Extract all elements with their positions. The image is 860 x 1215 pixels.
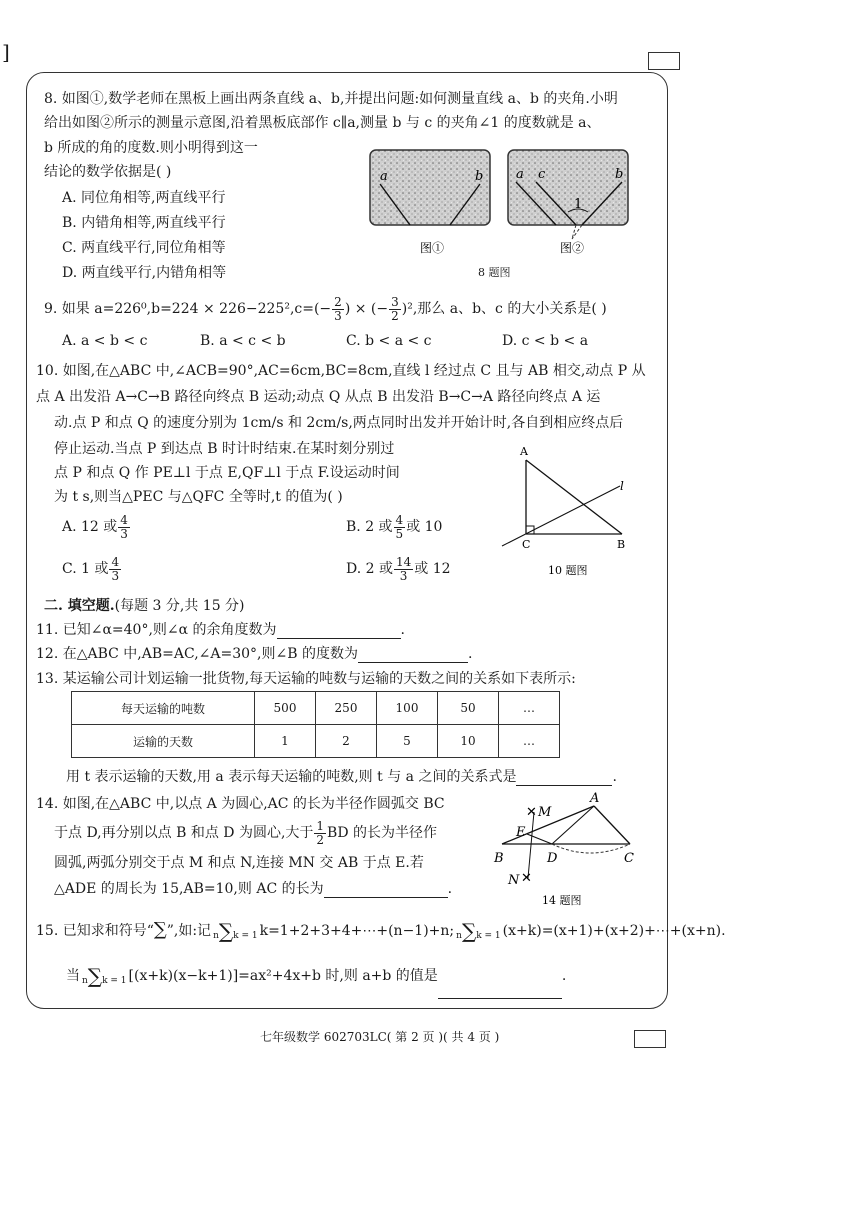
q10-line6: 为 t s,则当△PEC 与△QFC 全等时,t 的值为( ) xyxy=(54,489,343,505)
table-cell: … xyxy=(499,692,560,725)
q10-opt-b-den: 5 xyxy=(395,526,404,541)
segment-ad xyxy=(552,806,594,844)
q15-sum-3-sigma: ∑ xyxy=(87,964,103,988)
q10-opt-b-num: 4 xyxy=(395,512,404,527)
q11 xyxy=(36,619,405,639)
q13-blank xyxy=(516,769,612,786)
q8-figure-caption: 8 题图 xyxy=(478,266,511,279)
q10-opt-d-pre: D. 2 或 xyxy=(346,561,393,577)
q10-option-a xyxy=(62,510,131,544)
q10-opt-d-num: 14 xyxy=(395,554,412,569)
q8-option-d: D. 两直线平行,内错角相等 xyxy=(62,265,227,281)
q14-line4-text: △ADE 的周长为 15,AB=10,则 AC 的长为 xyxy=(54,881,324,897)
q11-blank xyxy=(277,622,401,639)
q15-pre: 15. 已知求和符号“ xyxy=(36,923,154,939)
q9-stem xyxy=(44,292,607,326)
q15-sum-1 xyxy=(213,921,258,941)
label-a-fig2: a xyxy=(516,167,524,182)
table-cell: 2 xyxy=(316,725,377,758)
table-row xyxy=(72,692,560,725)
q10-line5: 点 P 和点 Q 作 PE⊥l 于点 E,QF⊥l 于点 F.设运动时间 xyxy=(54,465,400,481)
q8-line4: 结论的数学依据是( ) xyxy=(44,164,172,180)
label-c-fig2: c xyxy=(538,167,546,182)
q14-line3: 圆弧,两弧分别交于点 M 和点 N,连接 MN 交 AB 于点 E.若 xyxy=(54,855,424,871)
q9-f1-num: 2 xyxy=(334,294,342,309)
q11-end: . xyxy=(400,622,405,638)
q15-sum-3-top: n xyxy=(82,976,88,986)
q10-opt-a-fraction xyxy=(118,514,130,541)
q14-line2-pre: 于点 D,再分别以点 B 和点 D 为圆心,大于 xyxy=(54,825,314,841)
page-footer: 七年级数学 602703LC( 第 2 页 )( 共 4 页 ) xyxy=(260,1030,500,1044)
label-C: C xyxy=(522,538,531,551)
label-b-fig2: b xyxy=(615,167,624,182)
q10-opt-d-fraction xyxy=(394,556,413,583)
q15-mid1: ”,如:记 xyxy=(166,923,212,939)
q9-f2-den: 2 xyxy=(391,308,399,323)
q9-option-b: B. a < c < b xyxy=(200,333,286,349)
q10-line2: 点 A 出发沿 A→C→B 路径向终点 B 运动;动点 Q 从点 B 出发沿 B→C→A 路径向终点 A 运 xyxy=(36,389,601,405)
blackboard-1 xyxy=(370,150,490,225)
q9-f2-num: 3 xyxy=(391,294,399,309)
table-cell: 250 xyxy=(316,692,377,725)
q9-f1-den: 3 xyxy=(334,308,342,323)
q12-text: 12. 在△ABC 中,AB=AC,∠A=30°,则∠B 的度数为 xyxy=(36,646,358,662)
q12 xyxy=(36,643,472,663)
section-2-note: (每题 3 分,共 15 分) xyxy=(114,598,245,614)
q9-option-d: D. c < b < a xyxy=(502,333,589,349)
q14-figure xyxy=(490,790,660,908)
blackboard-2 xyxy=(508,150,628,225)
q13-table xyxy=(71,691,560,758)
q10-opt-c-num: 4 xyxy=(111,554,120,569)
q14-half-fraction xyxy=(314,820,326,847)
label-N: N xyxy=(508,873,520,888)
q15-line2-pre: 当 xyxy=(66,968,80,984)
line-l xyxy=(502,486,620,546)
q10-line3: 动.点 P 和点 Q 的速度分别为 1cm/s 和 2cm/s,两点同时出发并开始计时,各自到相应终点后 xyxy=(54,415,624,431)
fig1-caption: 图① xyxy=(420,241,445,255)
q10-opt-b-fraction xyxy=(394,514,406,541)
q8-option-c: C. 两直线平行,同位角相等 xyxy=(62,240,226,256)
q15-sum-1-sigma: ∑ xyxy=(218,919,234,943)
segment-ab xyxy=(526,460,622,534)
q14-half-num: 1 xyxy=(316,818,325,833)
score-box-top xyxy=(648,52,680,70)
label-D: D xyxy=(547,851,558,866)
label-l: l xyxy=(620,479,624,493)
q15-sum-2 xyxy=(456,921,501,941)
q13-after xyxy=(66,766,617,786)
table-cell: 50 xyxy=(438,692,499,725)
q15-blank xyxy=(438,954,562,999)
q10-opt-b-post: 或 10 xyxy=(406,519,443,535)
q9-suffix: )²,那么 a、b、c 的大小关系是( ) xyxy=(401,301,607,317)
q15-expr2: (x+k)=(x+1)+(x+2)+⋯+(x+n). xyxy=(502,923,726,939)
q15-sum-2-bottom: k = 1 xyxy=(476,931,501,941)
ext-c-fig2 xyxy=(572,225,576,239)
q15-sum-3-bottom: k = 1 xyxy=(102,976,127,986)
label-C: C xyxy=(624,851,634,866)
q10-line4: 停止运动.当点 P 到达点 B 时计时结束.在某时刻分别过 xyxy=(54,441,395,457)
q14-line2-post: BD 的长为半径作 xyxy=(327,825,437,841)
q13-text: 13. 某运输公司计划运输一批货物,每天运输的吨数与运输的天数之间的关系如下表所示: xyxy=(36,671,576,687)
q10-figure-caption: 10 题图 xyxy=(548,564,588,577)
q12-blank xyxy=(358,646,468,663)
table-cell: 运输的天数 xyxy=(72,725,255,758)
q9-prefix: 9. 如果 a=226⁰,b=224 × 226−225²,c=(− xyxy=(44,301,332,317)
q15-end: . xyxy=(561,968,567,984)
table-cell: 每天运输的吨数 xyxy=(72,692,255,725)
q14-blank xyxy=(324,881,448,898)
q14-half-den: 2 xyxy=(316,832,325,847)
q13-after-text: 用 t 表示运输的天数,用 a 表示每天运输的吨数,则 t 与 a 之间的关系式是 xyxy=(66,769,517,785)
q10-opt-d-den: 3 xyxy=(399,568,408,583)
q9-fraction-2 xyxy=(389,296,401,323)
q15-sum-1-top: n xyxy=(213,931,219,941)
fig2-caption: 图② xyxy=(560,241,585,255)
q10-opt-c-den: 3 xyxy=(111,568,120,583)
label-b-fig1: b xyxy=(475,169,484,184)
q9-fraction-1 xyxy=(332,296,344,323)
q15-sum-2-top: n xyxy=(456,931,462,941)
table-cell: … xyxy=(499,725,560,758)
q10-opt-b-pre: B. 2 或 xyxy=(346,519,393,535)
q8-line3: b 所成的角的度数.则小明得到这一 xyxy=(44,140,258,156)
label-A: A xyxy=(520,445,528,458)
q10-opt-d-post: 或 12 xyxy=(414,561,451,577)
label-B: B xyxy=(617,538,626,551)
q9-option-a: A. a < b < c xyxy=(62,333,148,349)
q15-sum-3 xyxy=(82,966,127,986)
q10-opt-a-den: 3 xyxy=(120,526,128,541)
q15-expr3: [(x+k)(x−k+1)]=ax²+4x+b 时,则 a+b 的值是 xyxy=(128,968,438,984)
q9-mid: ) × (− xyxy=(344,301,389,317)
q10-opt-a-pre: A. 12 或 xyxy=(62,519,118,535)
q15-sum-2-sigma: ∑ xyxy=(461,919,477,943)
q8-option-a: A. 同位角相等,两直线平行 xyxy=(62,190,226,206)
table-cell: 1 xyxy=(255,725,316,758)
q11-text: 11. 已知∠α=40°,则∠α 的余角度数为 xyxy=(36,622,277,638)
q15-sum-1-bottom: k = 1 xyxy=(233,931,258,941)
table-cell: 100 xyxy=(377,692,438,725)
q10-figure xyxy=(492,442,652,580)
q13-end: . xyxy=(612,769,617,785)
label-A: A xyxy=(590,791,600,806)
q10-opt-c-fraction xyxy=(109,556,121,583)
q15-line2 xyxy=(66,954,566,998)
q8-option-b: B. 内错角相等,两直线平行 xyxy=(62,215,226,231)
q10-line1: 10. 如图,在△ABC 中,∠ACB=90°,AC=6cm,BC=8cm,直线 l 经过点 C 且与 AB 相交,动点 P 从 xyxy=(36,363,646,379)
q10-opt-a-num: 4 xyxy=(120,512,128,527)
table-cell: 500 xyxy=(255,692,316,725)
q10-option-b xyxy=(346,510,442,544)
label-a-fig1: a xyxy=(380,169,388,184)
q8-line2: 给出如图②所示的测量示意图,沿着黑板底部作 c∥a,测量 b 与 c 的夹角∠1 的度数就是 a、 xyxy=(44,115,601,131)
line-mn xyxy=(528,812,534,878)
q15-sigma-symbol: ∑ xyxy=(153,919,167,940)
table-cell: 5 xyxy=(377,725,438,758)
q14-line2 xyxy=(54,818,437,848)
mark-m: ✕ xyxy=(526,805,537,820)
arc-cd xyxy=(552,844,630,853)
segment-ac xyxy=(594,806,630,844)
q14-line1: 14. 如图,在△ABC 中,以点 A 为圆心,AC 的长为半径作圆弧交 BC xyxy=(36,796,445,812)
section-2-heading xyxy=(44,595,245,615)
q10-opt-c-pre: C. 1 或 xyxy=(62,561,109,577)
q12-end: . xyxy=(467,646,473,662)
q15-line1 xyxy=(36,908,726,952)
mark-n: ✕ xyxy=(521,871,532,886)
label-M: M xyxy=(538,805,552,820)
table-cell: 10 xyxy=(438,725,499,758)
label-angle-1: 1 xyxy=(574,197,583,212)
table-row xyxy=(72,725,560,758)
q8-line1: 8. 如图①,数学老师在黑板上画出两条直线 a、b,并提出问题:如何测量直线 a、b 的夹角.小明 xyxy=(44,91,618,107)
label-B: B xyxy=(494,851,504,866)
score-box-bottom xyxy=(634,1030,666,1048)
q10-option-c xyxy=(62,552,122,586)
q10-option-d xyxy=(346,552,451,586)
label-E: E xyxy=(516,825,526,840)
q14-end: . xyxy=(447,881,453,897)
corner-bracket: ] xyxy=(2,40,10,64)
q9-option-c: C. b < a < c xyxy=(346,333,432,349)
section-2-title: 二. 填空题. xyxy=(44,598,115,614)
q14-figure-caption: 14 题图 xyxy=(542,894,582,907)
q8-figure xyxy=(360,144,640,264)
q15-expr1: k=1+2+3+4+⋯+(n−1)+n; xyxy=(259,923,455,939)
q14-line4 xyxy=(54,878,452,898)
